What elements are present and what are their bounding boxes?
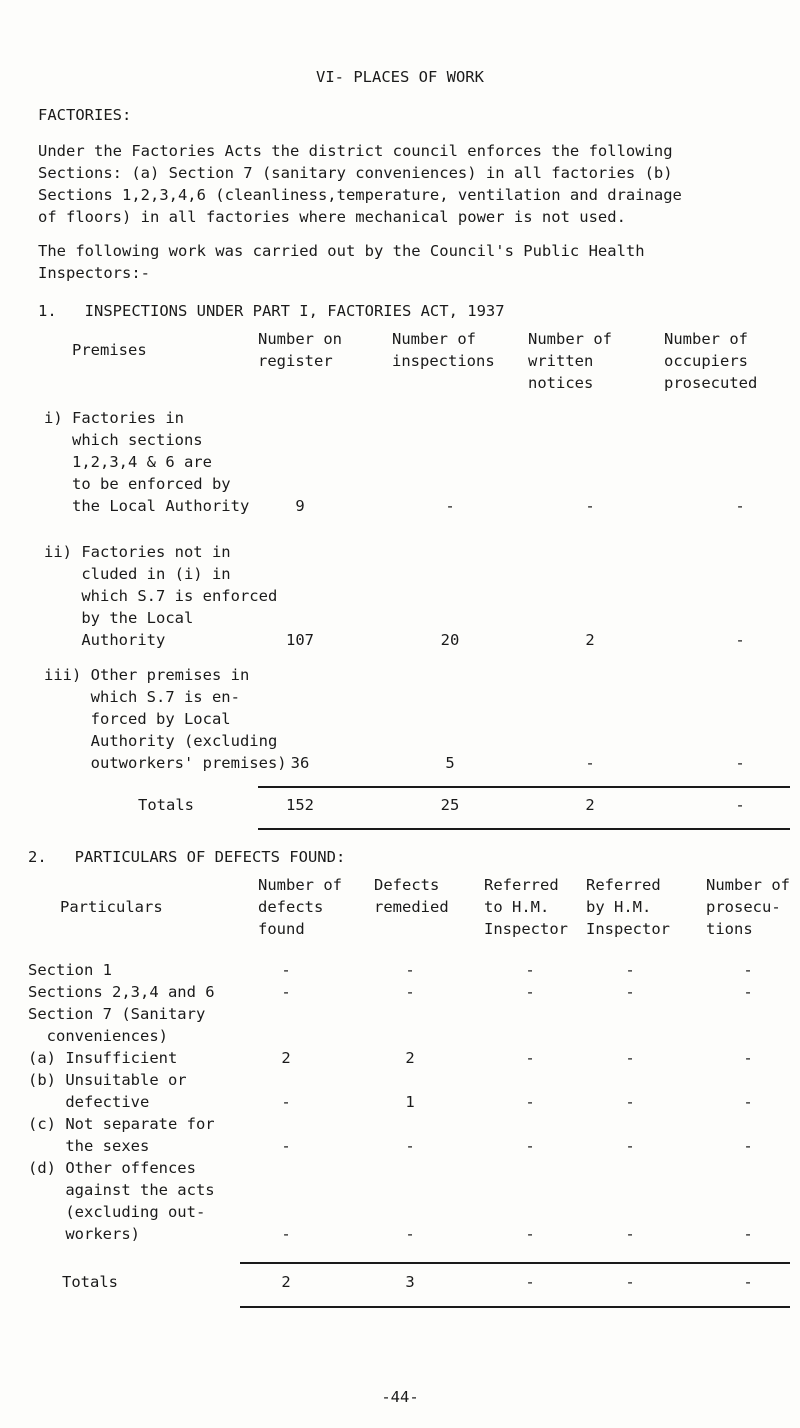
s1-row2-label-3: which S.7 is enforced — [44, 587, 278, 605]
s2-row6-found: - — [281, 1137, 291, 1155]
page-heading: VI- PLACES OF WORK — [316, 68, 484, 86]
s1-row3-label-5: outworkers' premises) — [44, 754, 287, 772]
s1-header-premises: Premises — [72, 341, 147, 359]
s2-header-found-2: defects — [258, 898, 324, 916]
s2-row7-label-4: workers) — [28, 1225, 140, 1243]
intro-line-1: Under the Factories Acts the district council enforces the following — [38, 142, 673, 160]
s2-row5-label-1: (b) Unsuitable or — [28, 1071, 187, 1089]
s1-row1-inspections: - — [445, 497, 455, 515]
s2-row1-remedied: - — [405, 961, 415, 979]
s1-row3-label-4: Authority (excluding — [44, 732, 278, 750]
s2-header-prosecutions-2: prosecu- — [706, 898, 781, 916]
s2-row7-label-3: (excluding out- — [28, 1203, 206, 1221]
s1-row3-label-1: iii) Other premises in — [44, 666, 250, 684]
s1-header-register-1: Number on — [258, 330, 342, 348]
s1-header-occupiers-3: prosecuted — [664, 374, 758, 392]
s2-header-referred-to-3: Inspector — [484, 920, 568, 938]
s1-row3-label-2: which S.7 is en- — [44, 688, 240, 706]
s1-row1-register: 9 — [295, 497, 305, 515]
s1-totals-notices: 2 — [585, 796, 595, 814]
s2-row3-label-2: conveniences) — [28, 1027, 168, 1045]
s2-row4-by: - — [625, 1049, 635, 1067]
s1-row1-label-5: the Local Authority — [44, 497, 250, 515]
s1-row2-label-4: by the Local — [44, 609, 194, 627]
s2-row2-remedied: - — [405, 983, 415, 1001]
s2-row1-to: - — [525, 961, 535, 979]
s1-header-notices-3: notices — [528, 374, 594, 392]
s2-row7-pros: - — [743, 1225, 753, 1243]
s1-header-inspections-2: inspections — [392, 352, 495, 370]
s1-row2-inspections: 20 — [440, 631, 460, 649]
s2-header-prosecutions-1: Number of — [706, 876, 790, 894]
factories-label: FACTORIES: — [38, 106, 132, 124]
s1-header-occupiers-2: occupiers — [664, 352, 748, 370]
s2-header-referred-by-3: Inspector — [586, 920, 670, 938]
s2-row2-found: - — [281, 983, 291, 1001]
s1-row3-prosecuted: - — [735, 754, 745, 772]
s1-row2-label-1: ii) Factories not in — [44, 543, 231, 561]
s2-row6-label-1: (c) Not separate for — [28, 1115, 215, 1133]
s2-row5-by: - — [625, 1093, 635, 1111]
s2-header-referred-by-1: Referred — [586, 876, 661, 894]
s2-row5-remedied: 1 — [405, 1093, 415, 1111]
s2-totals-to: - — [525, 1273, 535, 1291]
s2-row7-label-1: (d) Other offences — [28, 1159, 196, 1177]
s2-totals-found: 2 — [281, 1273, 291, 1291]
s2-header-particulars: Particulars — [60, 898, 163, 916]
section1-title: 1. INSPECTIONS UNDER PART I, FACTORIES ACT, 1937 — [38, 302, 505, 320]
section2-title: 2. PARTICULARS OF DEFECTS FOUND: — [28, 848, 346, 866]
s2-header-found-1: Number of — [258, 876, 342, 894]
s1-header-occupiers-1: Number of — [664, 330, 748, 348]
s2-header-found-3: found — [258, 920, 305, 938]
s1-row1-label-2: which sections — [44, 431, 203, 449]
s1-row2-label-2: cluded in (i) in — [44, 565, 231, 583]
s2-row2-pros: - — [743, 983, 753, 1001]
s2-totals-label: Totals — [62, 1273, 118, 1291]
s2-row5-to: - — [525, 1093, 535, 1111]
s2-row5-label-2: defective — [28, 1093, 150, 1111]
s1-totals-register: 152 — [286, 796, 314, 814]
s2-row4-remedied: 2 — [405, 1049, 415, 1067]
s2-row7-found: - — [281, 1225, 291, 1243]
s2-row7-to: - — [525, 1225, 535, 1243]
s2-totals-rule-top — [240, 1262, 790, 1264]
s2-row6-remedied: - — [405, 1137, 415, 1155]
s1-header-register-2: register — [258, 352, 333, 370]
s1-header-inspections-1: Number of — [392, 330, 476, 348]
s1-totals-label: Totals — [138, 796, 194, 814]
s1-row2-register: 107 — [286, 631, 314, 649]
s2-row3-label-1: Section 7 (Sanitary — [28, 1005, 206, 1023]
s1-row3-inspections: 5 — [445, 754, 455, 772]
s2-row2-by: - — [625, 983, 635, 1001]
s2-row6-to: - — [525, 1137, 535, 1155]
s2-totals-remedied: 3 — [405, 1273, 415, 1291]
s2-row5-pros: - — [743, 1093, 753, 1111]
s2-row7-remedied: - — [405, 1225, 415, 1243]
s2-row1-by: - — [625, 961, 635, 979]
s2-row1-found: - — [281, 961, 291, 979]
s1-totals-rule-top — [258, 786, 790, 788]
s2-row1-label: Section 1 — [28, 961, 112, 979]
s2-header-referred-to-1: Referred — [484, 876, 559, 894]
s2-row6-pros: - — [743, 1137, 753, 1155]
s1-row1-label-3: 1,2,3,4 & 6 are — [44, 453, 212, 471]
s2-row5-found: - — [281, 1093, 291, 1111]
page-number: -44- — [381, 1388, 419, 1406]
s2-row6-by: - — [625, 1137, 635, 1155]
s2-row7-by: - — [625, 1225, 635, 1243]
s2-header-referred-by-2: by H.M. — [586, 898, 652, 916]
s2-row2-to: - — [525, 983, 535, 1001]
work-line-2: Inspectors:- — [38, 264, 150, 282]
intro-line-3: Sections 1,2,3,4,6 (cleanliness,temperature, ventilation and drainage — [38, 186, 682, 204]
intro-line-2: Sections: (a) Section 7 (sanitary conveniences) in all factories (b) — [38, 164, 673, 182]
s2-header-remedied-2: remedied — [374, 898, 449, 916]
s1-row3-label-3: forced by Local — [44, 710, 231, 728]
s2-totals-by: - — [625, 1273, 635, 1291]
s1-header-notices-2: written — [528, 352, 594, 370]
s1-totals-inspections: 25 — [440, 796, 460, 814]
s1-totals-prosecuted: - — [735, 796, 745, 814]
s1-row2-label-5: Authority — [44, 631, 166, 649]
s1-row3-register: 36 — [290, 754, 310, 772]
s1-row2-prosecuted: - — [735, 631, 745, 649]
s2-totals-pros: - — [743, 1273, 753, 1291]
s1-row1-prosecuted: - — [735, 497, 745, 515]
s1-totals-rule-bottom — [258, 828, 790, 830]
s2-header-prosecutions-3: tions — [706, 920, 753, 938]
work-line-1: The following work was carried out by the Council's Public Health — [38, 242, 645, 260]
s2-row1-pros: - — [743, 961, 753, 979]
s2-row2-label: Sections 2,3,4 and 6 — [28, 983, 215, 1001]
s2-header-referred-to-2: to H.M. — [484, 898, 550, 916]
s1-row2-notices: 2 — [585, 631, 595, 649]
s2-row6-label-2: the sexes — [28, 1137, 150, 1155]
s2-row7-label-2: against the acts — [28, 1181, 215, 1199]
s1-header-notices-1: Number of — [528, 330, 612, 348]
s2-row4-to: - — [525, 1049, 535, 1067]
s1-row3-notices: - — [585, 754, 595, 772]
s2-row4-found: 2 — [281, 1049, 291, 1067]
s2-row4-pros: - — [743, 1049, 753, 1067]
s1-row1-label-1: i) Factories in — [44, 409, 184, 427]
s1-row1-notices: - — [585, 497, 595, 515]
s1-row1-label-4: to be enforced by — [44, 475, 231, 493]
s2-totals-rule-bottom — [240, 1306, 790, 1308]
intro-line-4: of floors) in all factories where mechanical power is not used. — [38, 208, 626, 226]
s2-row4-label: (a) Insufficient — [28, 1049, 178, 1067]
s2-header-remedied-1: Defects — [374, 876, 440, 894]
